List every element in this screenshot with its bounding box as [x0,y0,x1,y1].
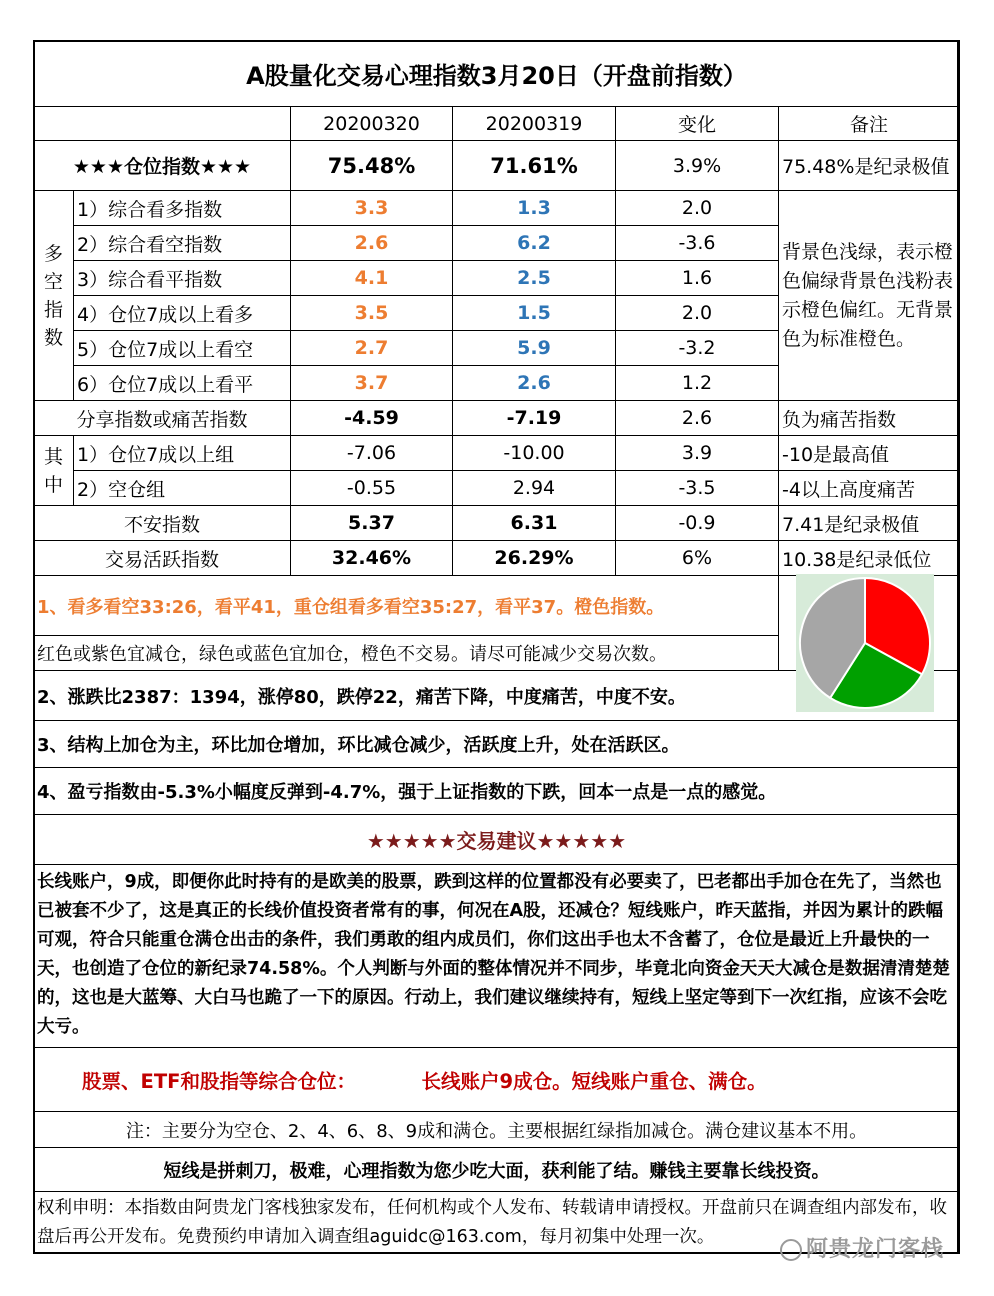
bullbear-row-change: 2.0 [616,191,779,226]
position-index-v1: 75.48% [291,141,453,191]
position-index-change: 3.9% [616,141,779,191]
bullbear-note: 背景色浅绿，表示橙色偏绿背景色浅粉表示橙色偏红。无背景色为标准橙色。 [779,191,960,401]
sub-row-label: 1）仓位7成以上组 [74,436,291,471]
pie-svg [796,574,934,712]
page-title: A股量化交易心理指数3月20日（开盘前指数） [34,41,960,107]
bullbear-row-label: 2）综合看空指数 [74,226,291,261]
unease-index-v1: 5.37 [291,506,453,541]
bullbear-row-label: 4）仓位7成以上看多 [74,296,291,331]
bullbear-row-change: 1.6 [616,261,779,296]
bullbear-row-change: 2.0 [616,296,779,331]
bullbear-group-label [34,191,74,401]
watermark-text: 阿贵龙门客栈 [806,1237,945,1262]
share-index-change: 2.6 [616,401,779,436]
bullbear-row-v1: 4.1 [291,261,453,296]
bullbear-row-label: 5）仓位7成以上看空 [74,331,291,366]
position-summary-label: 股票、ETF和股指等综合仓位： [82,1069,356,1093]
bullbear-row-v2: 1.3 [453,191,616,226]
sub-row-label: 2）空仓组 [74,471,291,506]
sub-row-v1: -7.06 [291,436,453,471]
bullbear-row-change: 1.2 [616,366,779,401]
unease-index-v2: 6.31 [453,506,616,541]
sub-row-change: -3.5 [616,471,779,506]
summary-line-4: 4、盈亏指数由-5.3%小幅度反弹到-4.7%，强于上证指数的下跌，回本一点是一点的感觉。 [34,768,960,815]
bullbear-row-label: 1）综合看多指数 [74,191,291,226]
header-note: 备注 [779,107,960,141]
position-index-v2: 71.61% [453,141,616,191]
summary-line-2: 2、涨跌比2387：1394，涨停80，跌停22，痛苦下降，中度痛苦，中度不安。 [34,671,960,721]
header-blank [34,107,291,141]
position-summary [34,1048,960,1112]
bullbear-row-v2: 5.9 [453,331,616,366]
sub-row-v1: -0.55 [291,471,453,506]
summary-line-1b: 红色或紫色宜减仓，绿色或蓝色宜加仓，橙色不交易。请尽可能减少交易次数。 [34,636,779,671]
activity-index-change: 6% [616,541,779,576]
bullbear-row-change: -3.2 [616,331,779,366]
bullbear-row-v1: 3.5 [291,296,453,331]
sub-row-v2: -10.00 [453,436,616,471]
bullbear-group-text: 多空指数 [43,242,63,349]
summary-line-3: 3、结构上加仓为主，环比加仓增加，环比减仓减少，活跃度上升，处在活跃区。 [34,721,960,768]
share-index-v2: -7.19 [453,401,616,436]
position-summary-value: 长线账户9成仓。短线账户重仓、满仓。 [421,1069,767,1093]
sub-row-note: -10是最高值 [779,436,960,471]
advice-title: ★★★★★交易建议★★★★★ [34,815,960,865]
wechat-icon [780,1239,802,1261]
note-line: 注：主要分为空仓、2、4、6、8、9成和满仓。主要根据红绿指加减仓。满仓建议基本不用。 [34,1112,960,1148]
bullbear-row-v2: 2.6 [453,366,616,401]
activity-index-note: 10.38是纪录低位 [779,541,960,576]
advice-text: 长线账户，9成，即便你此时持有的是欧美的股票，跌到这样的位置都没有必要卖了，巴老都出手加仓在先了，当然也已被套不少了，这是真正的长线价值投资者常有的事，何况在A股，还减仓？短线账户，昨天蓝指，并因为累计的跌幅可观，符合只能重仓满仓出击的条件，我们勇敢的组内成员们，你们这出手也太不含蓄了，仓位是最近上升最快的一天，也创造了仓位的新纪录74.58%。个人判断与外面的整体情况并不同步，毕竟北向资金天天大减仓是数据清清楚楚的，这也是大蓝筹、大白马也跪了一下的原因。行动上，我们建议继续持有，短线上坚定等到下一次红指，应该不会吃大亏。 [34,865,960,1048]
share-index-note: 负为痛苦指数 [779,401,960,436]
bullbear-row-label: 3）综合看平指数 [74,261,291,296]
sub-group-text: 其中 [43,445,63,496]
bullbear-row-label: 6）仓位7成以上看平 [74,366,291,401]
sentiment-pie-chart [796,574,934,712]
summary-line-1: 1、看多看空33:26，看平41，重仓组看多看空35:27，看平37。橙色指数。 [34,576,779,636]
bullbear-row-v1: 2.6 [291,226,453,261]
unease-index-note: 7.41是纪录极值 [779,506,960,541]
header-date-2: 20200319 [453,107,616,141]
short-line: 短线是拼刺刀，极难，心理指数为您少吃大面，获利能了结。赚钱主要靠长线投资。 [34,1148,960,1192]
header-change: 变化 [616,107,779,141]
activity-index-label: 交易活跃指数 [34,541,291,576]
rights-statement: 权利申明：本指数由阿贵龙门客栈独家发布，任何机构或个人发布、转载请申请授权。开盘前只在调查组内部发布，收盘后再公开发布。免费预约申请加入调查组aguidc@163.com，每月初集中处理一次。 [34,1192,960,1254]
unease-index-change: -0.9 [616,506,779,541]
sub-row-v2: 2.94 [453,471,616,506]
position-index-note: 75.48%是纪录极值 [779,141,960,191]
activity-index-v2: 26.29% [453,541,616,576]
bullbear-row-change: -3.6 [616,226,779,261]
position-index-label: ★★★仓位指数★★★ [34,141,291,191]
watermark [780,1232,944,1263]
bullbear-row-v2: 1.5 [453,296,616,331]
sub-group-label [34,436,74,506]
header-date-1: 20200320 [291,107,453,141]
bullbear-row-v1: 3.7 [291,366,453,401]
bullbear-row-v2: 6.2 [453,226,616,261]
activity-index-v1: 32.46% [291,541,453,576]
share-index-v1: -4.59 [291,401,453,436]
unease-index-label: 不安指数 [34,506,291,541]
bullbear-row-v2: 2.5 [453,261,616,296]
bullbear-row-v1: 3.3 [291,191,453,226]
sub-row-note: -4以上高度痛苦 [779,471,960,506]
share-index-label: 分享指数或痛苦指数 [34,401,291,436]
bullbear-row-v1: 2.7 [291,331,453,366]
sub-row-change: 3.9 [616,436,779,471]
